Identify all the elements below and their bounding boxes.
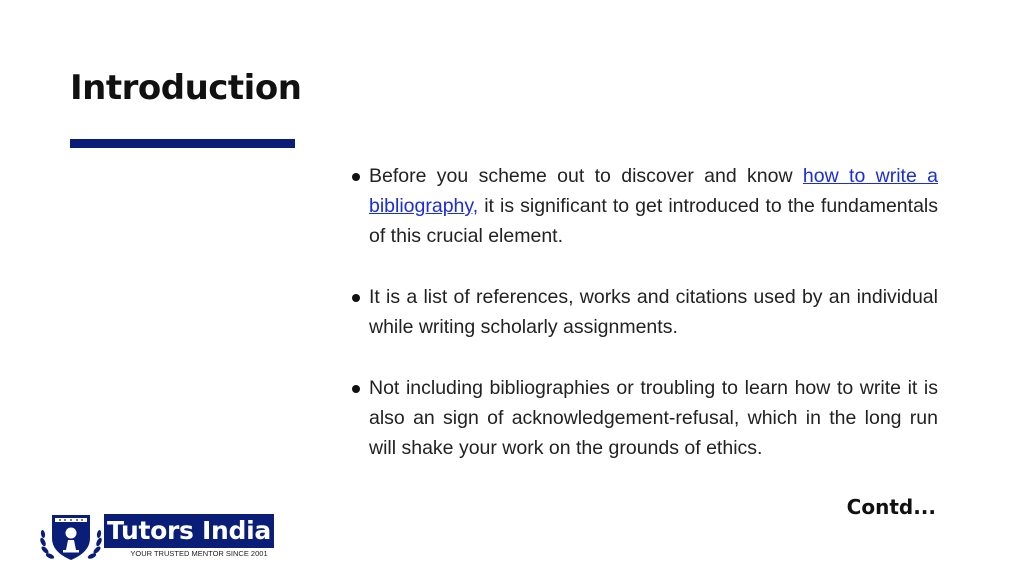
bullet-item-1 [352,161,938,252]
bullet-text: It is a list of references, works and citations used by an individual while writing scholarly assignments. [369,286,938,339]
bullet-list [352,161,938,494]
logo-brand-name: Tutors India [104,514,274,548]
bullet-dot-icon [352,173,360,181]
bullet-dot-icon [352,385,360,393]
bullet-text: Not including bibliographies or troubling to learn how to write it is also an sign of acknowledgement-refusal, which in the long run will shake your work on the grounds of ethics. [369,377,938,460]
bibliography-link[interactable]: how to write a bibliography, [369,165,938,218]
bullet-text-before-link: Before you scheme out to discover and know [369,165,803,187]
bullet-dot-icon [352,294,360,302]
logo-tagline: YOUR TRUSTED MENTOR SINCE 2001 [130,549,268,558]
continued-label: Contd... [846,495,936,519]
bullet-text-after-link: it is significant to get introduced to the fundamentals of this crucial element. [369,195,938,248]
laurel-shield-emblem-icon [38,512,104,562]
bullet-item-2 [352,282,938,342]
slide-title: Introduction [70,68,302,108]
tutors-india-logo [38,512,276,562]
title-underline-bar [70,139,295,148]
bullet-item-3 [352,373,938,464]
